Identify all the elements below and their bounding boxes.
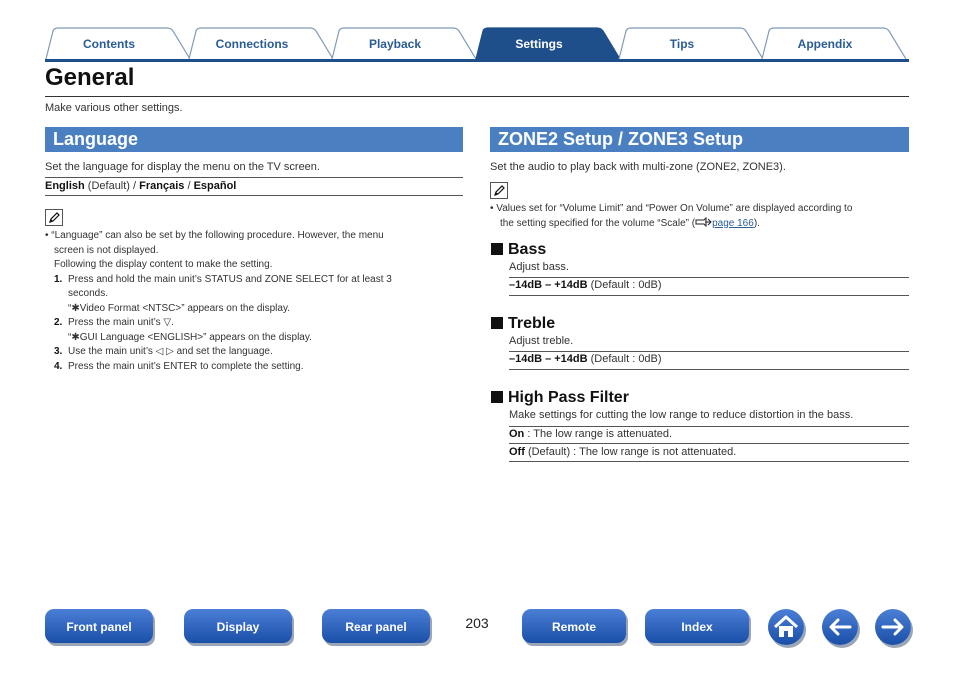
high-pass-filter-heading [491, 389, 629, 407]
remote-button[interactable]: Remote [522, 609, 626, 643]
tab-label: Settings [515, 37, 563, 51]
step-text: seconds. [68, 288, 109, 299]
tab-settings[interactable] [475, 27, 621, 59]
bass-description: Adjust bass. [509, 261, 569, 273]
language-note [45, 229, 465, 374]
range-default: (Default : 0dB) [587, 279, 662, 291]
tab-contents[interactable] [45, 27, 191, 59]
page-title: General [45, 64, 135, 91]
note-text: the setting specified for the volume “Scale” ( [500, 217, 696, 229]
step-4 [45, 360, 465, 375]
divider [509, 426, 909, 427]
bullet-square-icon [491, 391, 503, 403]
hpf-title: High Pass Filter [508, 389, 629, 406]
divider [509, 277, 909, 278]
index-button[interactable]: Index [645, 609, 749, 643]
step-number: 1. [54, 273, 63, 285]
step-text: Press and hold the main unit’s STATUS and ZONE SELECT for at least 3 [68, 273, 392, 285]
home-icon [768, 609, 804, 645]
step-1 [45, 273, 465, 288]
zone-setup-heading: ZONE2 Setup / ZONE3 Setup [490, 127, 909, 152]
range-value: –14dB – +14dB [509, 353, 588, 365]
note-line: screen is not displayed. [54, 244, 159, 256]
tab-label: Contents [83, 37, 135, 51]
hpf-option-off [509, 446, 736, 458]
home-button[interactable] [768, 609, 804, 645]
memo-pencil-icon [490, 182, 508, 199]
bullet-square-icon [491, 317, 503, 329]
forward-arrow-icon [875, 609, 911, 645]
treble-heading [491, 315, 555, 333]
front-panel-button[interactable]: Front panel [45, 609, 153, 643]
step-text: Use the main unit’s ◁ ▷ and set the language. [68, 346, 273, 357]
back-button[interactable] [822, 609, 858, 645]
tab-appendix[interactable] [761, 27, 907, 59]
step-number: 2. [54, 317, 63, 328]
note-line: • Values set for “Volume Limit” and “Power On Volume” are displayed according to [490, 203, 853, 214]
option-desc: : The low range is attenuated. [524, 428, 673, 440]
option-espanol: Español [193, 180, 237, 192]
note-text: ). [753, 217, 760, 229]
page-166-link[interactable]: page 166 [712, 217, 754, 229]
step-text: “✱GUI Language <ENGLISH>” appears on the display. [68, 331, 312, 343]
step-number: 3. [54, 346, 63, 357]
bass-heading [491, 241, 546, 259]
divider [45, 195, 463, 196]
tab-playback[interactable] [331, 27, 477, 59]
note-text: • “Language” can also be set by the following procedure. However, the menu [45, 230, 384, 241]
page-reference-icon [695, 218, 712, 229]
option-english: English [45, 180, 85, 192]
range-value: –14dB – +14dB [509, 279, 588, 291]
tab-underline [45, 59, 909, 62]
option-desc: (Default) : The low range is not attenuated. [524, 446, 737, 458]
step-number: 4. [54, 360, 63, 372]
rear-panel-button[interactable]: Rear panel [322, 609, 430, 643]
divider [509, 461, 909, 462]
divider [509, 443, 909, 444]
note-line: Following the display content to make the setting. [54, 259, 273, 270]
option-label: On [509, 428, 525, 440]
step-text: “✱Video Format <NTSC>” appears on the display. [68, 302, 291, 314]
divider [509, 369, 909, 370]
option-francais: Français [139, 180, 185, 192]
option-default-text: (Default) / [84, 180, 140, 192]
step-text: Press the main unit’s ENTER to complete the setting. [68, 360, 304, 372]
step-2 [45, 316, 465, 331]
tab-label: Tips [669, 37, 695, 51]
treble-title: Treble [508, 315, 556, 332]
tab-connections[interactable] [188, 27, 334, 59]
tab-label: Playback [368, 37, 422, 51]
note-line [45, 229, 465, 244]
treble-range [509, 353, 662, 365]
bass-title: Bass [508, 241, 547, 258]
step-3 [45, 345, 465, 360]
hpf-description: Make settings for cutting the low range to reduce distortion in the bass. [509, 409, 854, 421]
memo-pencil-icon [45, 209, 63, 226]
tab-tips[interactable] [618, 27, 764, 59]
display-button[interactable]: Display [184, 609, 292, 643]
divider [45, 177, 463, 178]
range-default: (Default : 0dB) [587, 353, 662, 365]
step-text: Press the main unit’s ▽. [68, 317, 174, 328]
zone-description: Set the audio to play back with multi-zone (ZONE2, ZONE3). [490, 161, 786, 173]
page-intro: Make various other settings. [45, 102, 183, 114]
language-description: Set the language for display the menu on the TV screen. [45, 161, 320, 173]
zone-note [490, 202, 910, 231]
tab-label: Appendix [797, 37, 853, 51]
forward-button[interactable] [875, 609, 911, 645]
note-line [490, 217, 910, 232]
language-heading: Language [45, 127, 463, 152]
divider [509, 295, 909, 296]
tab-label: Connections [215, 37, 289, 51]
bullet-square-icon [491, 243, 503, 255]
title-divider [45, 96, 909, 97]
treble-description: Adjust treble. [509, 335, 574, 347]
chapter-tabs [45, 27, 909, 61]
language-options [45, 180, 236, 192]
option-separator: / [184, 180, 194, 192]
option-label: Off [509, 446, 525, 458]
divider [509, 351, 909, 352]
back-arrow-icon [822, 609, 858, 645]
hpf-option-on [509, 428, 672, 440]
page-number: 203 [465, 615, 489, 631]
bass-range [509, 279, 662, 291]
